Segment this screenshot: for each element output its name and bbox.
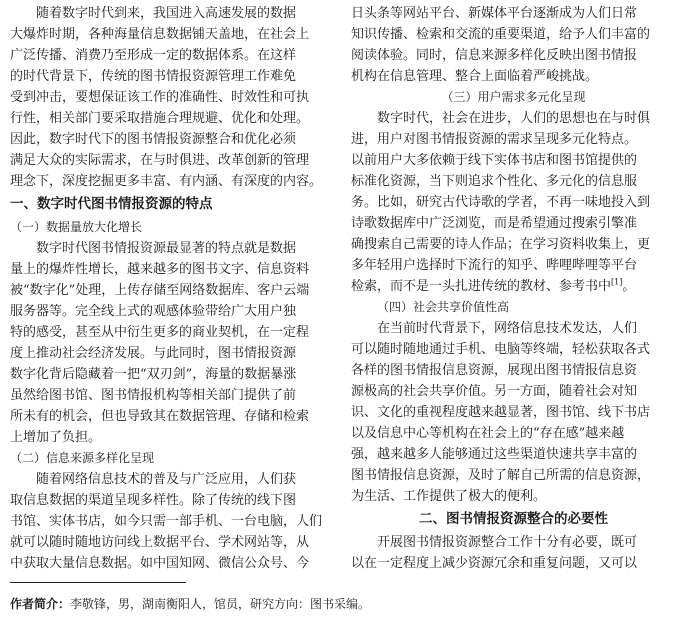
paragraph-line: 被“数字化”处理，上传存储至网络数据库、客户云端 [10, 283, 310, 298]
paragraph-line: 数字时代，社会在进步，人们的思想也在与时俱 [351, 111, 651, 126]
subsection-heading: （四）社会共享价值性高 [377, 300, 510, 314]
paragraph-line: 务。比如，研究古代诗歌的学者，不再一味地投入到 [351, 195, 651, 210]
footnote-text: 李敬锋，男，湖南衡阳人，馆员，研究方向：图书采编。 [70, 597, 371, 611]
paragraph-line: 诗歌数据库中广泛浏览，而是希望通过搜索引擎准 [351, 216, 638, 231]
paragraph-line: 取信息数据的渠道呈现多样性。除了传统的线下图 [10, 493, 297, 508]
paragraph-line: 机构在信息管理、整合上面临着严峻挑战。 [351, 69, 599, 84]
paragraph-line: 大爆炸时期，各种海量信息数据铺天盖地，在社会上 [10, 27, 310, 42]
paragraph-line: 服务器等。完全线上式的观感体验带给广大用户独 [10, 304, 297, 319]
paragraph-line: 特的感受，甚至从中衍生更多的商业契机，在一定程 [10, 325, 310, 340]
paragraph-line: 度上推动社会经济发展。与此同时，图书情报资源 [10, 346, 297, 361]
line-tail: 。 [622, 279, 636, 294]
paragraph-line: 确搜索自己需要的诗人作品；在学习资料收集上，更 [351, 237, 651, 252]
footnote-label: 作者简介： [10, 597, 71, 611]
paragraph-line: 上增加了负担。 [10, 430, 102, 445]
paragraph-line: 可以随时随地通过手机、电脑等终端，轻松获取各式 [351, 342, 651, 357]
section-heading: 二、图书情报资源整合的必要性 [419, 511, 608, 527]
paragraph-line: 标准化资源，当下则追求个性化、多元化的信息服 [351, 174, 638, 189]
paragraph-line: 广泛传播、消费乃至形成一定的数据体系。在这样 [10, 48, 297, 63]
paragraph-line: 理念下，深度挖掘更多丰富、有内涵、有深度的内容。 [10, 174, 323, 189]
paragraph-line: 中获取大量信息数据。如中国知网、微信公众号、今 [10, 556, 310, 571]
paragraph-line: 日头条等网站平台、新媒体平台逐渐成为人们日常 [351, 6, 638, 21]
paragraph-line: 进，用户对图书情报资源的需求呈现多元化特点。 [351, 132, 638, 147]
paragraph-line: 强，越来越多人能够通过这些渠道快速共享丰富的 [351, 447, 638, 462]
paragraph-line: 因此，数字时代下的图书情报资源整合和优化必须 [10, 132, 297, 147]
section-heading: 一、数字时代图书情报资源的特点 [10, 196, 213, 212]
paragraph-line: 的时代背景下，传统的图书情报资源管理工作难免 [10, 69, 297, 84]
subsection-heading: （二）信息来源多样化呈现 [10, 451, 155, 465]
paragraph-line: 多年轻用户选择时下流行的知乎、哔哩哔哩等平台 [351, 258, 638, 273]
paragraph-line: 源极高的社会共享价值。另一方面，随着社会对知 [351, 384, 638, 399]
paragraph-line: 行性，相关部门要采取措施合理规避、优化和处理。 [10, 111, 310, 126]
left-column [10, 3, 335, 574]
paragraph-line: 数字化背后隐藏着一把“双刃剑”，海量的数据暴涨 [10, 367, 297, 382]
author-footnote [10, 595, 690, 613]
subsection-heading: （三）用户需求多元化呈现 [441, 90, 586, 104]
paragraph-line: 以在一定程度上减少资源冗余和重复问题，又可以 [351, 556, 638, 571]
paragraph-line: 为生活、工作提供了极大的便利。 [351, 489, 547, 504]
paragraph-line [351, 276, 676, 297]
paragraph-line: 就可以随时随地访问线上数据平台、学术网站等，从 [10, 535, 310, 550]
paragraph-line: 数字时代图书情报资源最显著的特点就是数据 [10, 241, 297, 256]
paragraph-line: 在当前时代背景下，网络信息技术发达，人们 [351, 321, 638, 336]
paragraph-line: 受到冲击，要想保证该工作的准确性、时效性和可执 [10, 90, 310, 105]
line-text: 检索，而不是一头扎进传统的教材、参考书中 [351, 279, 612, 294]
paragraph-line: 识、文化的重视程度越来越显著，图书馆、线下书店 [351, 405, 651, 420]
paragraph-line: 虽然给图书馆、图书情报机构等相关部门提供了前 [10, 388, 297, 403]
paragraph-line: 以及信息中心等机构在社会上的“存在感”越来越 [351, 426, 625, 441]
paragraph-line: 知识传播、检索和交流的重要渠道，给予人们丰富的 [351, 27, 651, 42]
citation-marker: [1] [611, 277, 623, 287]
subsection-heading: （一）数据量放大化增长 [10, 220, 143, 234]
paragraph-line: 满足大众的实际需求，在与时俱进、改革创新的管理 [10, 153, 310, 168]
paragraph-line: 图书情报信息资源，及时了解自己所需的信息资源， [351, 468, 651, 483]
paragraph-line: 各样的图书情报信息资源，展现出图书情报信息资 [351, 363, 638, 378]
right-column [351, 3, 676, 574]
paragraph-line: 随着数字时代到来，我国进入高速发展的数据 [10, 6, 297, 21]
paragraph-line: 量上的爆炸性增长，越来越多的图书文字、信息资料 [10, 262, 310, 277]
paragraph-line: 随着网络信息技术的普及与广泛应用，人们获 [10, 472, 297, 487]
paragraph-line: 阅读体验。同时，信息来源多样化反映出图书情报 [351, 48, 638, 63]
paragraph-line: 以前用户大多依赖于线下实体书店和图书馆提供的 [351, 153, 638, 168]
paragraph-line: 开展图书情报资源整合工作十分有必要，既可 [351, 535, 638, 550]
paragraph-line: 所未有的机会，但也导致其在数据管理、存储和检索 [10, 409, 310, 424]
paragraph-line: 书馆、实体书店，如今只需一部手机、一台电脑，人们 [10, 514, 323, 529]
footnote-divider [10, 582, 186, 583]
